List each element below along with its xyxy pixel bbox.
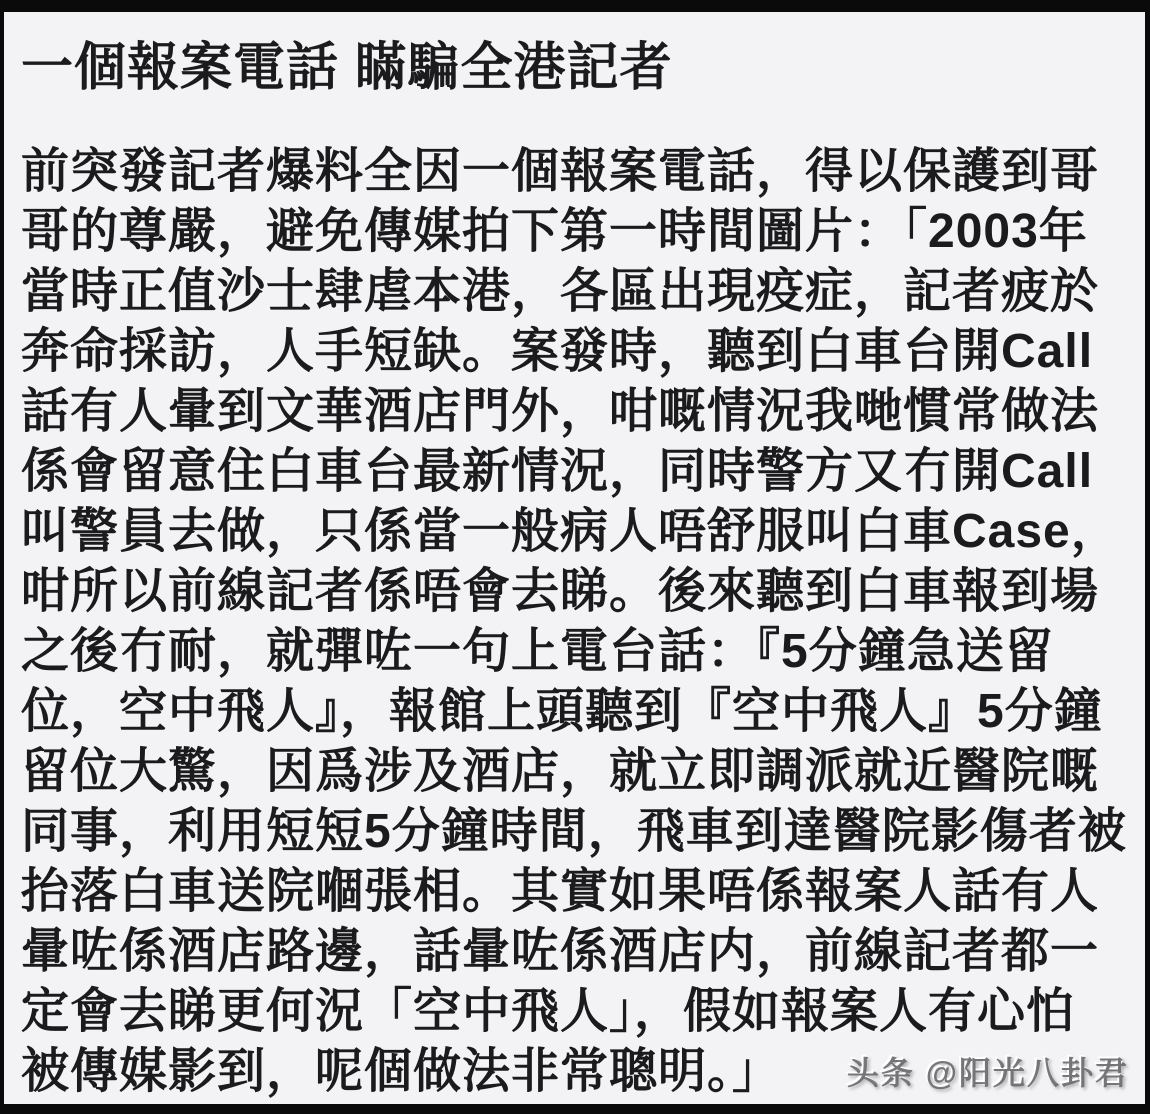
article-line-16: 被傳媒影到，呢個做法非常聰明。」	[21, 1045, 782, 1098]
article-line-7: 叫警員去做，只係當一般病人唔舒服叫白車Case，	[21, 505, 1120, 558]
article-line-8: 咁所以前線記者係唔會去睇。後來聽到白車報到場	[21, 565, 1100, 618]
article-line-5: 話有人暈到文華酒店門外，咁嘅情況我哋慣常做法	[21, 385, 1100, 438]
article-line-10: 位，空中飛人』，報館上頭聽到『空中飛人』5分鐘	[21, 685, 1103, 738]
article-line-1: 前突發記者爆料全因一個報案電話，得以保護到哥	[21, 145, 1100, 198]
article-title: 一個報案電話 瞞騙全港記者	[21, 39, 673, 97]
article-line-11: 留位大驚，因爲涉及酒店，就立即調派就近醫院嘅	[21, 745, 1100, 798]
article-body	[4, 142, 1145, 1102]
article-line-9: 之後冇耐，就彈咗一句上電台話：『5分鐘急送留	[21, 625, 1054, 678]
article-line-3: 當時正值沙士肆虐本港，各區出現疫症，記者疲於	[21, 265, 1100, 318]
article-line-6: 係會留意住白車台最新情況，同時警方又冇開Call	[21, 445, 1094, 498]
article-line-15: 定會去睇更何況「空中飛人」，假如報案人有心怕	[21, 985, 1076, 1038]
article-page	[4, 12, 1145, 1104]
article-line-14: 暈咗係酒店路邊，話暈咗係酒店内，前線記者都一	[21, 925, 1100, 978]
article-line-4: 奔命採訪，人手短缺。案發時，聽到白車台開Call	[21, 325, 1094, 378]
article-line-12: 同事，利用短短5分鐘時間，飛車到達醫院影傷者被	[21, 805, 1127, 858]
article-line-2: 哥的尊嚴，避免傳媒拍下第一時間圖片：「2003年	[21, 205, 1088, 258]
toutiao-watermark: 头条 @阳光八卦君	[846, 1055, 1129, 1091]
article-line-13: 抬落白車送院嗰張相。其實如果唔係報案人話有人	[21, 865, 1100, 918]
